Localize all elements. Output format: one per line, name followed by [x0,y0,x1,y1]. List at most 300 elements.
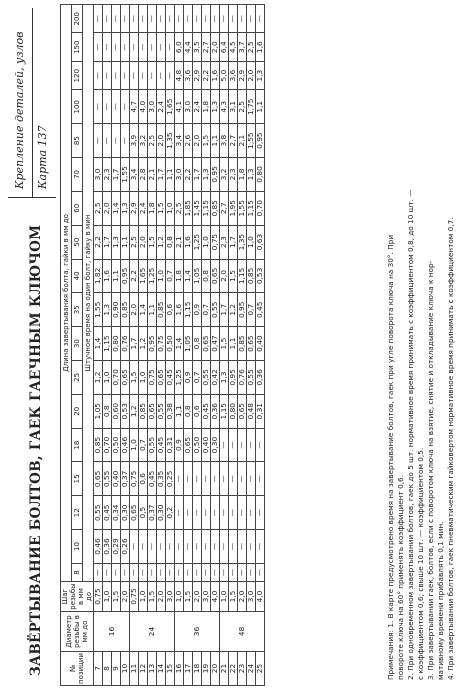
time-cell: 2,5 [175,191,184,225]
time-cell: 1,0 [157,259,166,293]
time-cell: 1,55 [238,191,247,225]
time-cell: 0,85 [238,327,247,361]
time-cell: 0,48 [247,394,256,428]
time-cell: 2,1 [175,225,184,259]
time-cell: 1,0 [166,191,175,225]
length-col-header: 150 [72,33,83,61]
time-cell: 4,5 [229,33,238,61]
time-cell: 1,1 [148,293,157,327]
time-cell: 0,55 [157,394,166,428]
time-cell: 1,5 [148,225,157,259]
time-cell: 0,65 [148,394,157,428]
time-cell: 2,5 [130,225,139,259]
time-cell: 1,1 [229,327,238,361]
time-cell: 1,82 [94,259,103,293]
time-cell: 1,6 [256,33,265,61]
pitch-cell: 1,0 [139,582,148,612]
time-cell: 0,9 [175,428,184,462]
time-cell: 2,4 [193,90,202,124]
time-cell: 0,6 [139,462,148,496]
length-col-header: 20 [72,394,83,428]
time-cell: — [220,496,229,530]
time-cell: 1,65 [139,259,148,293]
note-line: Примечания: 1. В карте предусмотрено время на завертывание болтов, гаек при угле поворота ключа на 30°. При [386,234,395,680]
time-cell: 0,80 [256,158,265,192]
header-row-1 [61,5,72,686]
time-cell: — [238,496,247,530]
time-cell: 0,7 [139,428,148,462]
time-cell: — [130,530,139,564]
time-cell: 0,25 [166,462,175,496]
divider [32,8,33,197]
time-cell: — [121,90,130,124]
time-cell: 0,8 [166,225,175,259]
time-cell: — [148,61,157,89]
time-cell: 1,05 [193,259,202,293]
time-cell: 3,0 [94,158,103,192]
document-header [6,6,58,684]
length-col-header: 50 [72,225,83,259]
time-cell: — [256,5,265,34]
row-number: 9 [112,652,121,686]
time-cell: 1,8 [148,191,157,225]
pitch-cell: 1,0 [103,582,112,612]
pitch-cell: 1,0 [220,582,229,612]
time-cell: 0,85 [139,394,148,428]
row-number: 15 [166,652,175,686]
row-number: 22 [229,652,238,686]
time-cell: — [121,61,130,89]
time-cell: 1,7 [229,225,238,259]
pitch-cell: 1,5 [184,582,193,612]
time-cell: 0,7 [193,361,202,395]
time-cell: 0,30 [121,496,130,530]
time-cell: 1,4 [184,259,193,293]
time-cell: 0,65 [184,428,193,462]
time-cell: — [193,563,202,581]
time-cell: 1,6 [175,293,184,327]
time-cell: 1,2 [229,293,238,327]
time-cell: 0,65 [238,394,247,428]
diameter-cell: 16 [94,612,130,652]
time-cell: 3,1 [229,90,238,124]
time-cell: — [112,563,121,581]
time-cell: — [184,5,193,34]
time-cell: 2,9 [193,61,202,89]
time-cell: — [94,90,103,124]
time-cell: 1,3 [220,361,229,395]
time-cell: 0,7 [202,293,211,327]
time-cell: 1,35 [166,124,175,158]
time-cell: 0,65 [157,361,166,395]
time-cell: 1,4 [112,191,121,225]
time-cell: 1,2 [130,394,139,428]
row-number: 11 [130,652,139,686]
col-pitch-header: Шаг резьбы в мм до [61,583,93,610]
time-cell: — [103,5,112,34]
time-cell: 0,46 [94,530,103,564]
time-cell: 1,8 [175,259,184,293]
time-cell: 2,0 [157,124,166,158]
time-cell: 0,50 [166,327,175,361]
time-cell: 2,0 [139,225,148,259]
time-cell: 2,9 [130,191,139,225]
time-cell: 0,40 [256,327,265,361]
time-cell: 0,85 [121,293,130,327]
time-cell: — [229,496,238,530]
time-cell: 0,5 [139,496,148,530]
time-cell: 0,80 [112,327,121,361]
time-cell: 0,76 [238,361,247,395]
time-cell: — [184,530,193,564]
pitch-cell: 0,75 [94,582,103,612]
time-cell: 2,4 [157,90,166,124]
table-row [256,5,265,686]
notes [386,10,456,680]
time-cell: 4,3 [220,90,229,124]
row-number: 18 [193,652,202,686]
time-cell: 1,3 [256,61,265,89]
norms-table [60,4,265,686]
time-cell: — [202,5,211,34]
time-cell: — [211,496,220,530]
time-cell: — [202,563,211,581]
time-cell: 2,2 [184,158,193,192]
time-cell: 2,5 [94,191,103,225]
time-cell: — [130,5,139,34]
pitch-cell: 3,0 [166,582,175,612]
time-cell: 3,4 [175,124,184,158]
time-cell: — [148,530,157,564]
time-cell: — [112,33,121,61]
time-cell: 2,2 [130,259,139,293]
time-cell: — [94,5,103,34]
time-cell: 0,85 [94,428,103,462]
time-cell: — [148,5,157,34]
time-cell: 2,7 [220,191,229,225]
time-cell: — [94,33,103,61]
time-cell: 1,1 [112,259,121,293]
time-cell: — [211,530,220,564]
time-cell: 0,36 [256,361,265,395]
time-cell: — [211,563,220,581]
time-cell: 0,76 [121,327,130,361]
time-cell: — [94,61,103,89]
col-num-header: № позиции [61,652,94,686]
time-cell: 3,6 [229,61,238,89]
time-cell: 3,0 [184,90,193,124]
time-cell: — [103,124,112,158]
time-cell: 2,7 [202,33,211,61]
time-cell: 1,3 [211,90,220,124]
time-cell: — [175,530,184,564]
time-cell: 1,15 [247,191,256,225]
time-cell: 0,75 [157,327,166,361]
time-cell: — [193,462,202,496]
time-cell: 1,6 [103,259,112,293]
time-cell: 0,65 [94,462,103,496]
time-cell: 2,5 [247,33,256,61]
page-title: ЗАВЁРТЫВАНИЕ БОЛТОВ, ГАЕК ГАЕЧНЫМ КЛЮЧОМ [28,224,44,676]
time-cell: 0,45 [157,428,166,462]
time-cell: — [175,462,184,496]
time-cell: — [256,563,265,581]
time-cell: 0,36 [103,530,112,564]
time-cell: 1,15 [184,293,193,327]
time-cell: 1,55 [94,293,103,327]
time-cell: — [112,90,121,124]
pitch-cell: 3,0 [247,582,256,612]
length-col-header: 70 [72,158,83,192]
time-cell: 3,7 [238,33,247,61]
time-cell: 0,55 [148,428,157,462]
time-cell: 2,2 [94,225,103,259]
time-cell: 1,5 [157,191,166,225]
time-cell: — [220,5,229,34]
length-col-header: 10 [72,530,83,564]
time-cell: — [247,496,256,530]
time-cell: 0,53 [256,259,265,293]
time-cell: 4,1 [175,90,184,124]
time-cell: 0,75 [130,462,139,496]
time-cell: 0,40 [112,462,121,496]
time-cell: 1,0 [103,361,112,395]
time-cell: 6,0 [175,33,184,61]
time-cell: — [238,563,247,581]
time-cell: 0,7 [166,259,175,293]
time-cell: 5,0 [220,61,229,89]
time-cell: 3,2 [139,124,148,158]
note-line: 3. При завертывании гаек, болтов, если с поворотом ключа на взятие, снятие и откладывание ключа к нор- [426,260,435,680]
time-cell: 1,15 [238,259,247,293]
time-cell: 1,0 [202,225,211,259]
time-cell: — [139,530,148,564]
time-cell: 0,65 [130,496,139,530]
time-cell: 2,7 [229,124,238,158]
time-cell: 1,1 [121,225,130,259]
time-cell: 0,30 [157,496,166,530]
time-cell: 3,6 [184,61,193,89]
length-col-header: 25 [72,361,83,395]
time-cell: — [166,33,175,61]
time-cell: 1,7 [157,158,166,192]
time-cell: 1,05 [184,327,193,361]
row-number: 20 [211,652,220,686]
pitch-cell: 2,0 [238,582,247,612]
pitch-cell: 3,0 [202,582,211,612]
time-cell: 0,45 [256,293,265,327]
time-cell: — [103,61,112,89]
length-header: Длина завертывания болта, гайки в мм до [61,5,72,582]
time-header: Штучное время на один болт, гайку в мин [83,5,94,582]
time-cell: — [238,428,247,462]
time-cell: — [247,530,256,564]
time-cell: 1,5 [229,259,238,293]
time-cell: 0,31 [166,428,175,462]
time-cell: 0,8 [193,327,202,361]
time-cell: 1,25 [193,225,202,259]
time-cell: 0,55 [103,462,112,496]
time-cell: 1,75 [247,90,256,124]
time-cell: — [130,33,139,61]
time-cell: 1,15 [220,394,229,428]
time-cell: 2,5 [238,90,247,124]
row-number: 23 [238,652,247,686]
time-cell: — [112,124,121,158]
time-cell: 1,7 [103,225,112,259]
time-cell: 1,15 [202,191,211,225]
time-cell: 1,15 [103,327,112,361]
row-number: 24 [247,652,256,686]
time-cell: 0,8 [103,394,112,428]
time-cell: — [166,61,175,89]
time-cell: 2,0 [193,124,202,158]
time-cell: 0,37 [148,496,157,530]
time-cell: — [247,462,256,496]
time-cell: — [139,563,148,581]
time-cell: — [157,61,166,89]
time-cell: 1,8 [202,90,211,124]
time-cell: 1,4 [139,293,148,327]
time-cell: — [220,530,229,564]
time-cell: — [94,124,103,158]
time-cell: 0,85 [157,293,166,327]
time-cell: 1,65 [166,90,175,124]
time-cell: 1,95 [229,191,238,225]
time-cell: 0,50 [193,428,202,462]
time-cell: 3,5 [193,33,202,61]
time-cell: 0,8 [184,394,193,428]
time-cell: 2,0 [247,61,256,89]
time-cell: 3,4 [130,158,139,192]
time-cell: 0,65 [211,259,220,293]
time-cell: 0,95 [229,361,238,395]
time-cell: 0,2 [166,496,175,530]
row-number: 25 [256,652,265,686]
row-number: 16 [175,652,184,686]
time-cell: 1,8 [238,158,247,192]
row-number: 21 [220,652,229,686]
time-cell: 1,55 [121,158,130,192]
time-cell: 2,0 [130,293,139,327]
time-cell: 0,55 [94,496,103,530]
time-cell: 2,0 [220,259,229,293]
time-cell: 2,6 [184,124,193,158]
time-cell: 0,46 [121,428,130,462]
row-number: 7 [94,652,103,686]
time-cell: — [148,33,157,61]
time-cell: 2,5 [148,124,157,158]
time-cell: 0,80 [229,394,238,428]
time-cell: 2,4 [139,191,148,225]
time-cell: 2,2 [202,61,211,89]
time-cell: — [256,462,265,496]
time-cell: 1,6 [184,225,193,259]
time-cell: 1,1 [166,158,175,192]
time-cell: 1,0 [139,361,148,395]
time-cell: — [202,496,211,530]
length-col-header: 60 [72,191,83,225]
time-cell: — [193,496,202,530]
time-cell: 4,7 [130,90,139,124]
time-cell: — [175,496,184,530]
note-line: 2. При одновременном завертывании болтов, гаек до 5 шт. нормативное время принимать с коэффициентом 0,8, до 10 шт. — [406,189,415,680]
time-cell: 0,55 [211,293,220,327]
row-number: 17 [184,652,193,686]
time-cell: — [121,5,130,34]
time-cell: — [220,428,229,462]
section-label: Крепление деталей, узлов [13,31,26,189]
time-cell: 0,95 [148,327,157,361]
time-cell: 0,95 [256,124,265,158]
length-col-header: 40 [72,259,83,293]
time-cell: 0,45 [166,361,175,395]
row-number: 19 [202,652,211,686]
length-col-header: 15 [72,462,83,496]
pitch-cell: 2,0 [157,582,166,612]
time-cell: 1,25 [148,259,157,293]
time-cell: 1,25 [175,361,184,395]
time-cell: 3,0 [148,90,157,124]
diameter-cell: 48 [220,612,265,652]
time-cell: 0,9 [184,361,193,395]
col-diameter-header: Диаметр резьбы в мм до [61,612,94,652]
time-cell: — [211,5,220,34]
time-cell: — [157,530,166,564]
time-cell: 0,63 [256,225,265,259]
time-cell: 1,0 [130,428,139,462]
time-cell: 1,3 [112,225,121,259]
time-cell: 1,1 [175,394,184,428]
time-cell: — [166,563,175,581]
time-cell: 1,3 [121,191,130,225]
length-col-header: 35 [72,293,83,327]
time-cell: — [229,530,238,564]
note-line: 4. При завертывании болтов, гаек пневматическим гайковертом нормативное время принимать с коэффициентом 0,7. [446,217,455,680]
time-cell: 0,85 [247,259,256,293]
time-cell: — [184,496,193,530]
note-line: с коэффициентом 0,6; свыше 10 шт. — коэффициентом 0,5. [416,447,425,680]
time-cell: 4,8 [175,61,184,89]
pitch-cell: 1,5 [112,582,121,612]
time-cell: — [238,5,247,34]
time-cell: 1,4 [94,327,103,361]
time-cell: 0,75 [148,361,157,395]
time-cell: 0,38 [166,394,175,428]
length-col-header: 100 [72,90,83,124]
time-cell: 1,2 [94,361,103,395]
time-cell: 2,9 [238,61,247,89]
time-cell: 0,37 [121,462,130,496]
time-cell: — [238,530,247,564]
card-info [8,8,56,198]
time-cell: — [139,5,148,34]
time-cell: 1,3 [202,158,211,192]
length-col-header: 12 [72,496,83,530]
row-number: 13 [148,652,157,686]
pitch-cell: 2,0 [121,582,130,612]
time-cell: 1,45 [193,191,202,225]
time-cell: 0,45 [103,496,112,530]
time-cell: — [247,5,256,34]
time-cell: — [94,563,103,581]
time-cell: — [229,462,238,496]
time-cell: — [220,563,229,581]
time-cell: 1,55 [247,124,256,158]
time-cell: — [157,33,166,61]
note-line: повороте ключа на 60° применять коэффициент 0,6. [396,474,405,680]
time-cell: — [157,5,166,34]
